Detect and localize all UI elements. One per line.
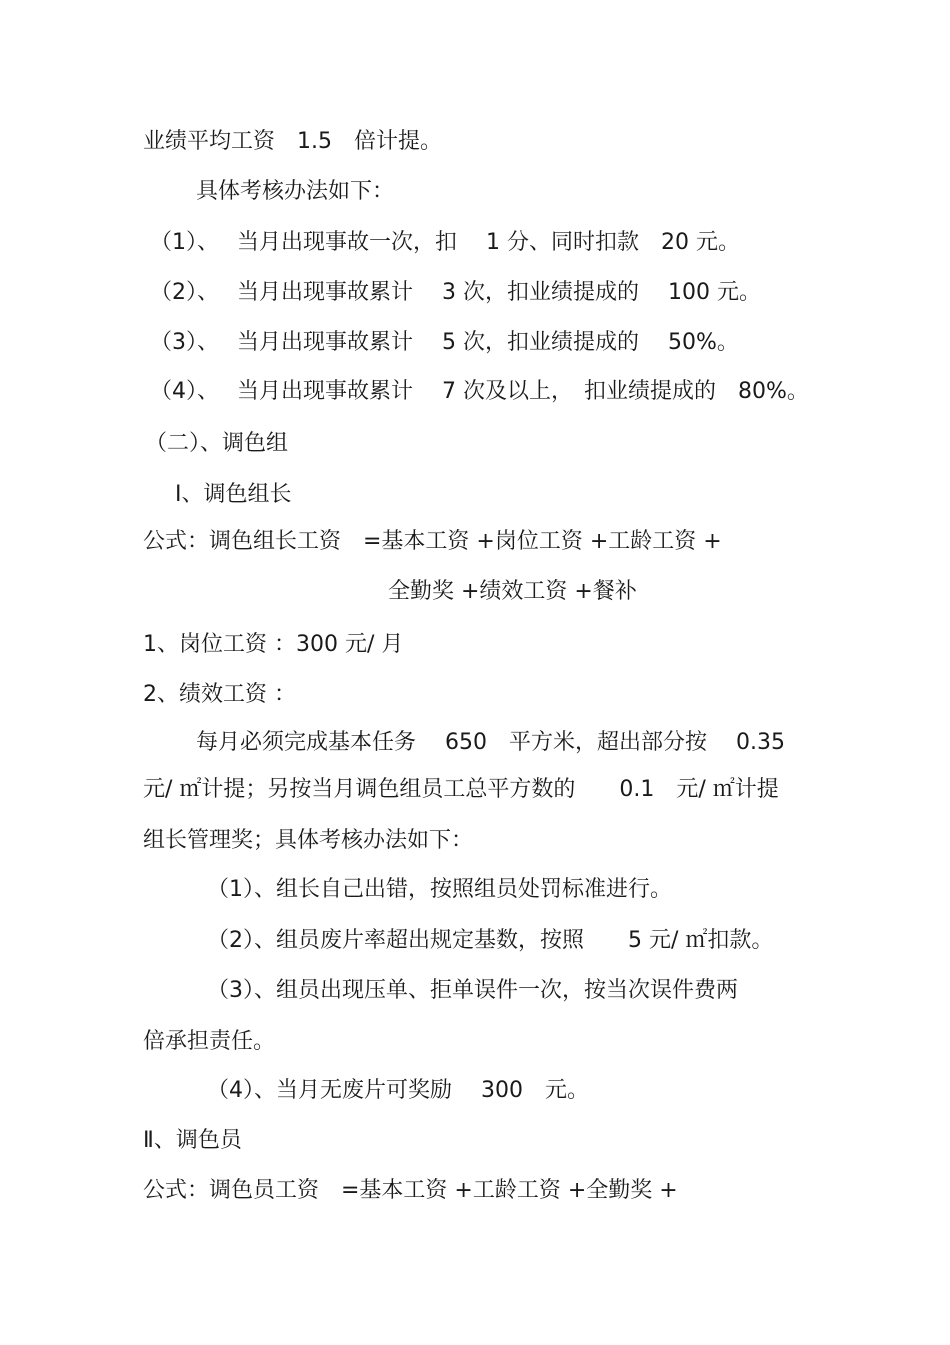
text-line-basic-task: 每月必须完成基本任务 650 平方米，超出部分按 0.35 xyxy=(196,730,785,755)
subsection-heading-colorist: Ⅱ、调色员 xyxy=(143,1128,242,1153)
text-line-leader-formula: 公式：调色组长工资 =基本工资 +岗位工资 +工龄工资 + xyxy=(143,529,722,554)
text-line-performance-heading: 2、绩效工资 ： xyxy=(143,682,296,707)
text-line-rule-2: （2）、 当月出现事故累计 3 次，扣业绩提成的 100 元。 xyxy=(150,280,761,305)
text-line-rule-3: （3）、 当月出现事故累计 5 次，扣业绩提成的 50%。 xyxy=(150,330,739,355)
text-line-position-salary: 1、岗位工资 ：300 元/ 月 xyxy=(143,632,404,657)
text-line-calculation: 元/ ㎡计提；另按当月调色组员工总平方数的 0.1 元/ ㎡计提 xyxy=(143,777,779,802)
text-line-management-bonus: 组长管理奖；具体考核办法如下： xyxy=(143,828,474,853)
text-line-leader-rule-2: （2）、组员废片率超出规定基数，按照 5 元/ ㎡扣款。 xyxy=(207,928,774,953)
text-line-leader-rule-3-continued: 倍承担责任。 xyxy=(143,1029,276,1054)
text-line-performance-salary: 业绩平均工资 1.5 倍计提。 xyxy=(143,129,442,154)
text-line-leader-rule-3: （3）、组员出现压单、拒单误件一次，按当次误件费两 xyxy=(207,978,738,1003)
section-heading-color-group: （二）、调色组 xyxy=(145,431,289,456)
text-line-rule-1: （1）、 当月出现事故一次，扣 1 分、同时扣款 20 元。 xyxy=(150,230,740,255)
text-line-leader-rule-1: （1）、组长自己出错，按照组员处罚标准进行。 xyxy=(207,877,672,902)
text-line-assessment-intro: 具体考核办法如下： xyxy=(196,179,395,204)
text-line-rule-4: （4）、 当月出现事故累计 7 次及以上， 扣业绩提成的 80%。 xyxy=(150,379,809,404)
subsection-heading-group-leader: Ⅰ、调色组长 xyxy=(175,482,292,507)
text-line-leader-formula-continued: 全勤奖 +绩效工资 +餐补 xyxy=(388,579,637,604)
text-line-leader-rule-4: （4）、当月无废片可奖励 300 元。 xyxy=(207,1078,589,1103)
text-line-colorist-formula: 公式：调色员工资 =基本工资 +工龄工资 +全勤奖 + xyxy=(143,1178,678,1203)
